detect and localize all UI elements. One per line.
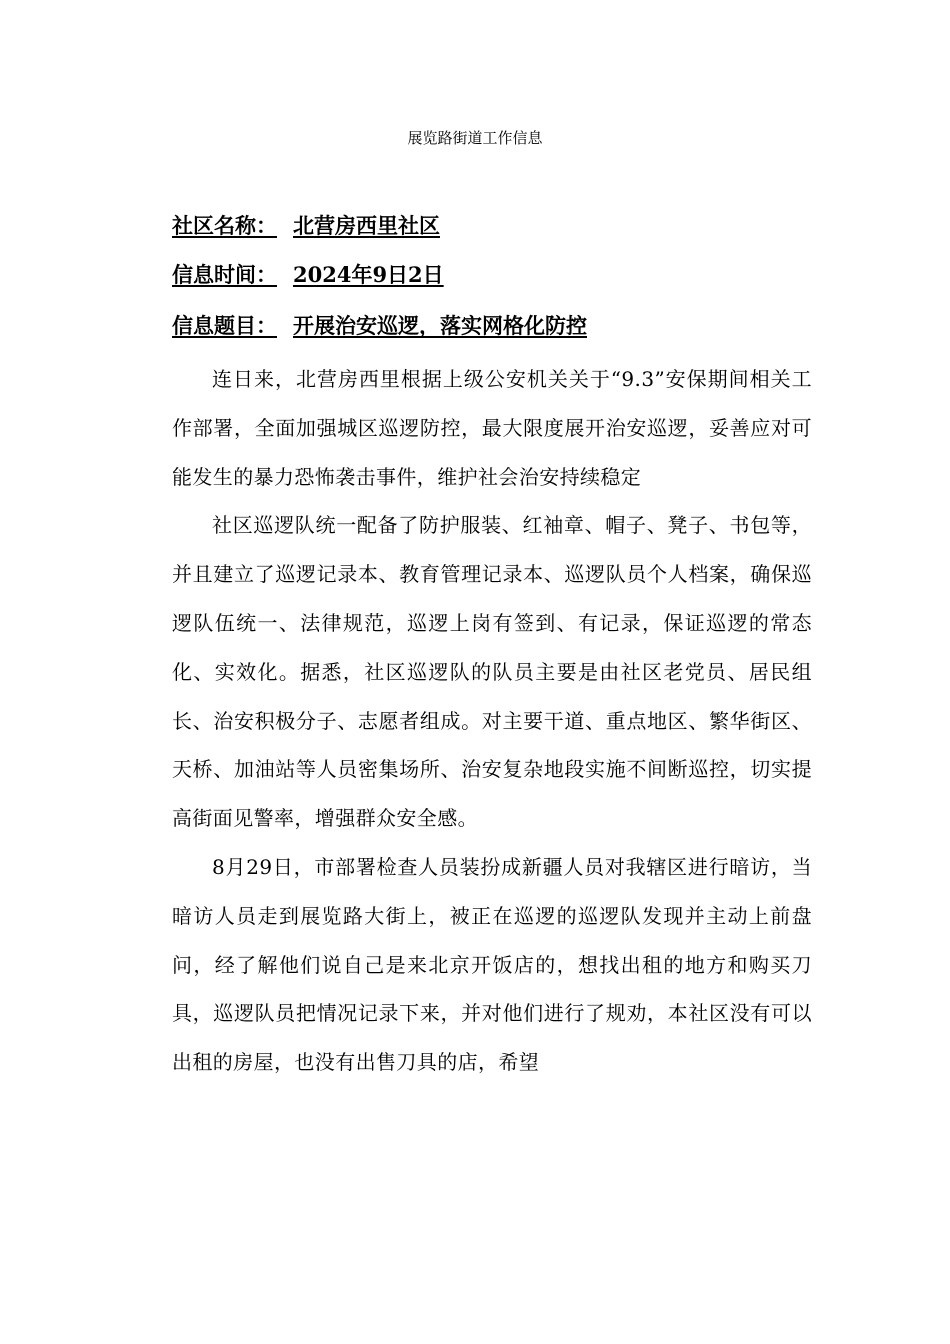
paragraph: 连日来，北营房西里根据上级公安机关关于“9.3”安保期间相关工作部署，全面加强城区巡逻防控，最大限度展开治安巡逻，妥善应对可能发生的暴力恐怖袭击事件，维护社会治安持续稳定 — [172, 367, 812, 489]
document-title: 展览路街道工作信息 — [407, 129, 543, 147]
body-text — [172, 355, 812, 1087]
paragraph: 8月29日，市部署检查人员装扮成新疆人员对我辖区进行暗访，当暗访人员走到展览路大街上，被正在巡逻的巡逻队发现并主动上前盘问，经了解他们说自己是来北京开饭店的，想找出租的地方和购买刀具，巡逻队员把情况记录下来，并对他们进行了规劝，本社区没有可以出租的房屋，也没有出售刀具的店，希望 — [172, 854, 812, 1075]
paragraph: 社区巡逻队统一配备了防护服装、红袖章、帽子、凳子、书包等，并且建立了巡逻记录本、教育管理记录本、巡逻队员个人档案，确保巡逻队伍统一、法律规范，巡逻上岗有签到、有记录，保证巡逻的常态化、实效化。据悉，社区巡逻队的队员主要是由社区老党员、居民组长、治安积极分子、志愿者组成。对主要干道、重点地区、繁华街区、天桥、加油站等人员密集场所、治安复杂地段实施不间断巡控，切实提高街面见警率，增强群众安全感。 — [172, 513, 812, 831]
subject-value: 开展治安巡逻，落实网格化防控 — [293, 313, 587, 338]
subject-line — [172, 312, 587, 340]
date-value: 2024年9日2日 — [293, 262, 444, 287]
community-value: 北营房西里社区 — [293, 213, 440, 238]
date-line — [172, 261, 444, 289]
date-label: 信息时间： — [172, 262, 277, 287]
community-line — [172, 212, 440, 240]
community-label: 社区名称： — [172, 213, 277, 238]
subject-label: 信息题目： — [172, 313, 277, 338]
